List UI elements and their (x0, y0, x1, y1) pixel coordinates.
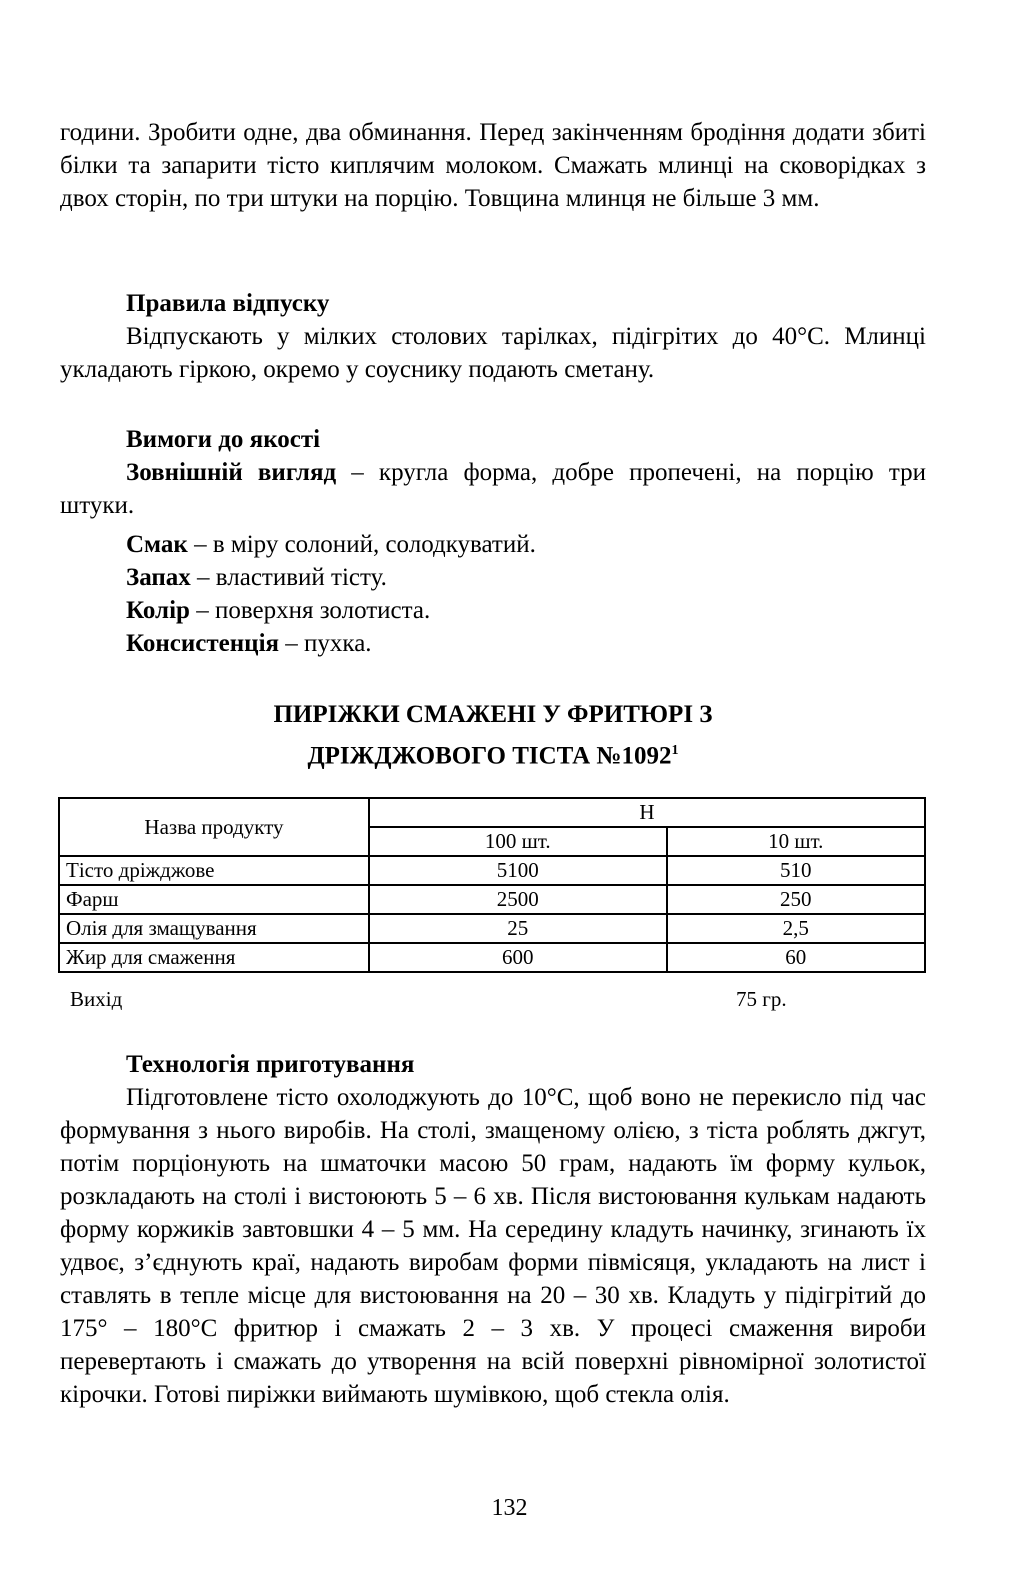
row-value-10: 60 (667, 943, 925, 972)
quality-color (126, 594, 430, 627)
ingredients-table (58, 797, 926, 973)
recipe-title-line2 (60, 733, 926, 774)
header-100: 100 шт. (369, 827, 667, 856)
row-value-100: 25 (369, 914, 667, 943)
consistency-label: Консистенція (126, 630, 280, 657)
quality-appearance (60, 456, 926, 522)
technology-heading: Технологія приготування (126, 1051, 415, 1078)
appearance-text: – кругла форма, добре пропечені, на порцію три штуки. (60, 459, 926, 519)
row-value-100: 5100 (369, 856, 667, 885)
intro-paragraph: години. Зробити одне, два обминання. Перед закінченням бродіння додати збиті білки та запарити тісто киплячим молоком. Смажать млинці на сковорідках з двох сторін, по три штуки на порцію. Товщина млинця не більше 3 мм. (60, 119, 926, 212)
serving-text: Відпускають у мілких столових тарілках, підігрітих до 40°С. Млинці укладають гіркою, окремо у соуснику подають сметану. (60, 323, 926, 383)
taste-text: – в міру солоний, солодкуватий. (187, 531, 536, 558)
color-text: – поверхня золотиста. (189, 597, 431, 624)
table-row (59, 856, 925, 885)
row-value-10: 510 (667, 856, 925, 885)
consistency-text: – пухка. (279, 630, 372, 657)
taste-label: Смак (126, 531, 188, 558)
row-value-100: 600 (369, 943, 667, 972)
row-name: Фарш (59, 885, 369, 914)
quality-consistency (126, 627, 372, 660)
appearance-label: Зовнішній вигляд (126, 459, 337, 486)
recipe-title-footnote: 1 (671, 743, 679, 758)
serving-heading: Правила відпуску (126, 290, 330, 317)
technology-text: Підготовлене тісто охолоджують до 10°С, щоб воно не перекисло під час формування з нього виробів. На столі, змащеному олією, з тіста роблять джгут, потім порціонують на шматочки масою 50 грам, надають їм форму кульок, розкладають на столі і вистоюють 5 – 6 хв. Після вистоювання кулькам надають форму коржиків завтовшки 4 – 5 мм. На середину кладуть начинку, згинають їх удвоє, з’єднують краї, надають виробам форми півмісяця, укладають на лист і ставлять в тепле місце для вистоювання на 20 – 30 хв. Кладуть у підігрітий до 175° – 180°С фритюр і смажать 2 – 3 хв. У процесі смаження вироби перевертають і смажать до утворення на всій поверхні рівномірної золотистої кірочки. Готові пиріжки виймають шумівкою, щоб стекла олія. (60, 1084, 926, 1408)
yield-value: 75 гр. (736, 987, 787, 1011)
row-value-10: 250 (667, 885, 925, 914)
recipe-title-text: ДРІЖДЖОВОГО ТІСТА №1092 (307, 742, 672, 770)
quality-heading: Вимоги до якості (126, 426, 321, 453)
table-row (59, 914, 925, 943)
page-number: 132 (491, 1495, 528, 1521)
row-name: Тісто дріжджове (59, 856, 369, 885)
table-header-row (59, 798, 925, 827)
smell-label: Запах (126, 564, 191, 591)
color-label: Колір (126, 597, 190, 624)
header-norm: Н (369, 798, 925, 827)
smell-text: – властивий тісту. (190, 564, 387, 591)
row-value-10: 2,5 (667, 914, 925, 943)
quality-taste (126, 528, 536, 561)
quality-smell (126, 561, 387, 594)
row-name: Жир для смаження (59, 943, 369, 972)
table-row (59, 885, 925, 914)
header-10: 10 шт. (667, 827, 925, 856)
header-product: Назва продукту (59, 798, 369, 856)
yield-label: Вихід (70, 987, 123, 1011)
recipe-title-line1: ПИРІЖКИ СМАЖЕНІ У ФРИТЮРІ З (273, 701, 713, 728)
row-value-100: 2500 (369, 885, 667, 914)
row-name: Олія для змащування (59, 914, 369, 943)
table-row (59, 943, 925, 972)
